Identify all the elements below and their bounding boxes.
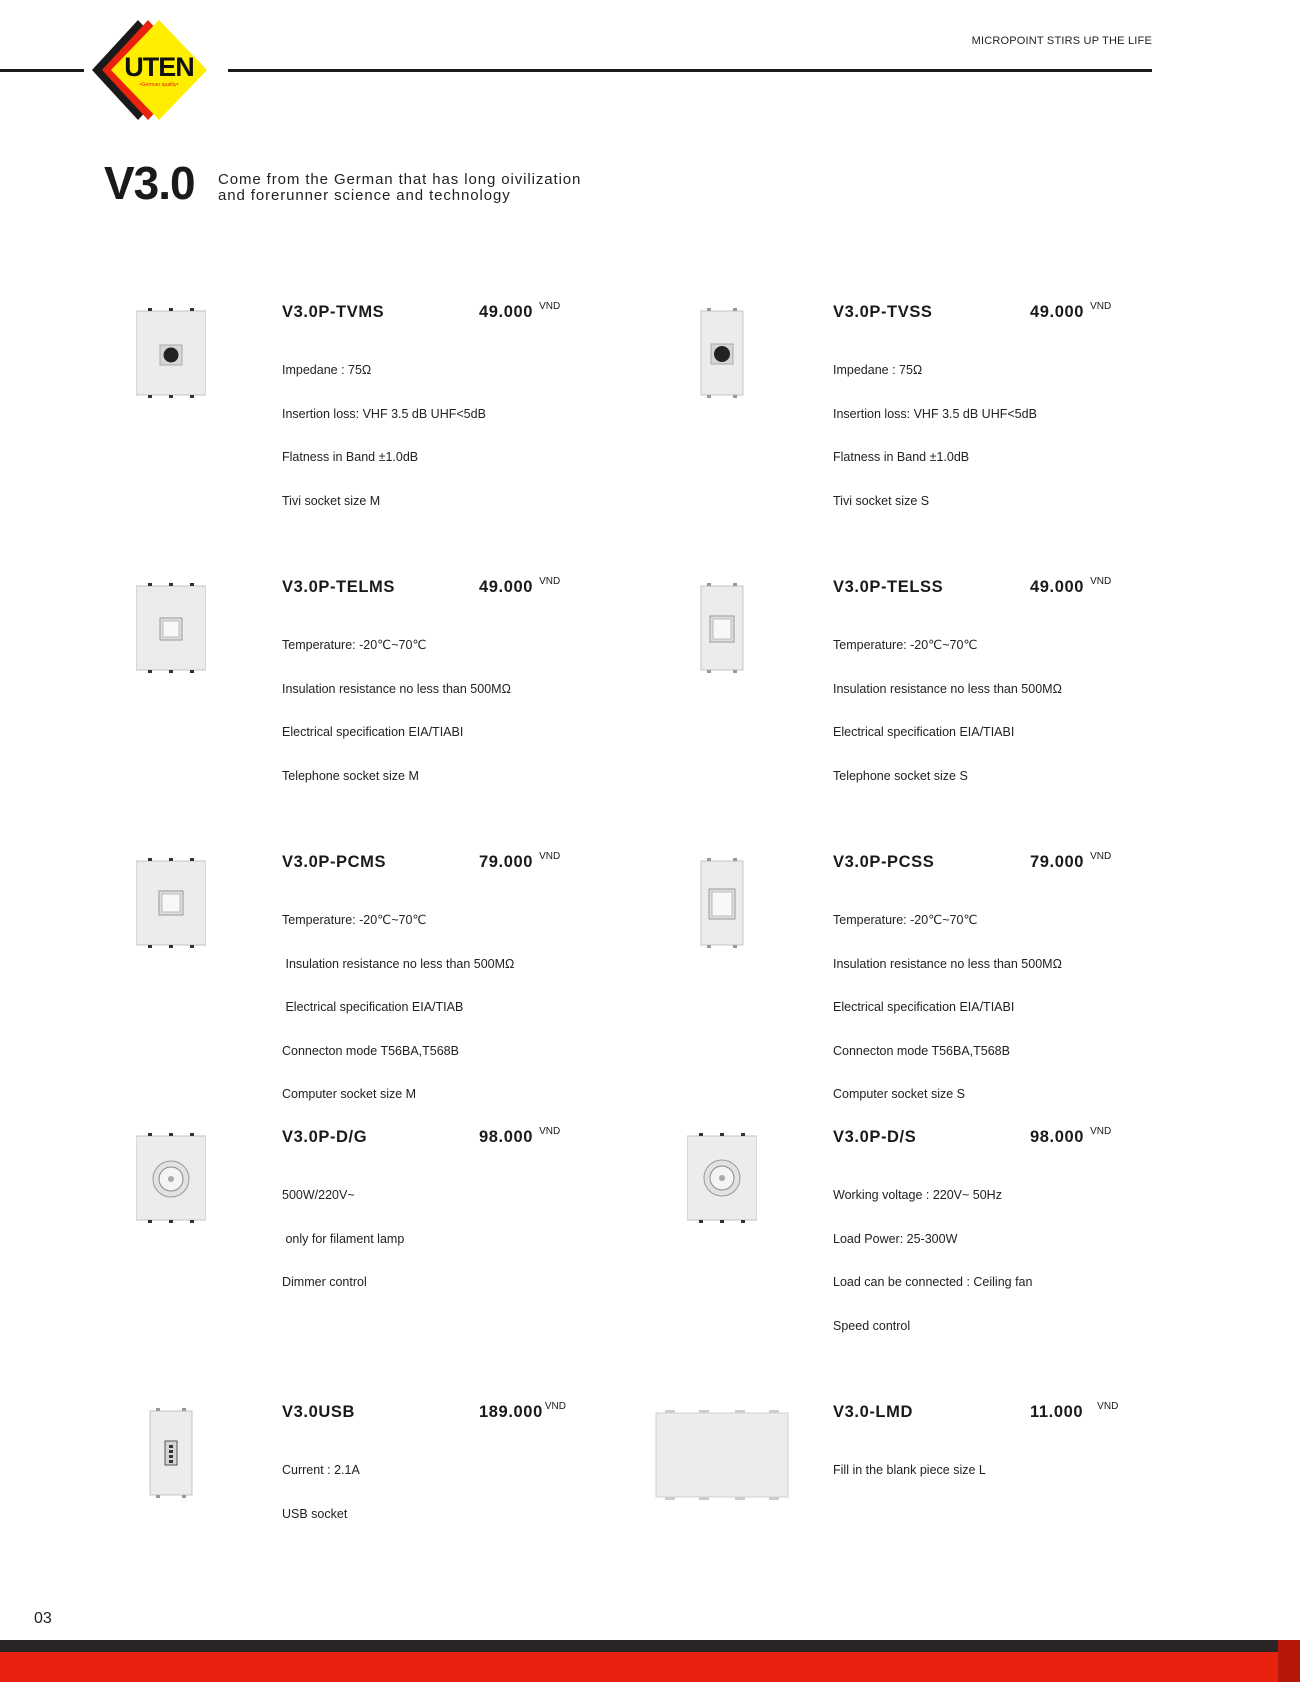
price-value: 11.000	[1030, 1403, 1084, 1421]
price-currency: VND	[1090, 576, 1112, 587]
spec-line: Insertion loss: VHF 3.5 dB UHF<5dB	[833, 406, 1037, 421]
product-code: V3.0P-PCSS	[833, 853, 935, 871]
product-code: V3.0-LMD	[833, 1403, 913, 1421]
product-specs	[282, 609, 511, 812]
price-currency: VND	[1097, 1401, 1119, 1412]
product-price	[479, 1403, 566, 1422]
spec-line: Working voltage : 220V~ 50Hz	[833, 1188, 1002, 1202]
spec-line: Dimmer control	[282, 1275, 367, 1289]
product-card	[673, 576, 1233, 783]
product-specs	[282, 1434, 360, 1550]
dimmer-switch-icon	[136, 1128, 206, 1228]
spec-line: Insulation resistance no less than 500MΩ	[833, 681, 1062, 696]
page-number: 03	[34, 1610, 52, 1627]
spec-line: Temperature: -20℃~70℃	[833, 913, 978, 927]
product-specs	[282, 334, 486, 537]
price-value: 189.000	[479, 1403, 543, 1421]
product-price	[1030, 303, 1111, 322]
price-currency: VND	[539, 851, 561, 862]
price-value: 79.000	[1030, 853, 1085, 871]
product-price	[479, 303, 560, 322]
blank-plate-l-icon	[655, 1403, 789, 1503]
product-specs	[833, 609, 1062, 812]
spec-line: Tivi socket size M	[282, 493, 381, 508]
series-intro-line: and forerunner science and technology	[218, 187, 511, 204]
product-code: V3.0P-TVMS	[282, 303, 385, 321]
spec-line: Insulation resistance no less than 500MΩ	[833, 956, 1062, 971]
product-card	[122, 851, 682, 1101]
spec-line: Fill in the blank piece size L	[833, 1463, 986, 1477]
spec-line: Electrical specification EIA/TIABI	[833, 1000, 1015, 1014]
price-currency: VND	[539, 576, 561, 587]
fan-speed-switch-icon	[687, 1128, 757, 1228]
product-price	[479, 853, 560, 872]
product-card	[122, 576, 682, 783]
product-code: V3.0P-D/S	[833, 1128, 917, 1146]
price-value: 49.000	[479, 303, 534, 321]
series-title: V3.0	[104, 157, 195, 209]
product-specs	[833, 884, 1062, 1131]
product-card	[122, 1403, 682, 1553]
telephone-socket-m-icon	[136, 578, 206, 678]
product-price	[1030, 578, 1111, 597]
logo-wordmark: UTEN	[124, 52, 194, 82]
spec-line: Electrical specification EIA/TIABI	[833, 725, 1015, 739]
spec-line: Electrical specification EIA/TIAB	[282, 1000, 464, 1014]
product-code: V3.0P-TELMS	[282, 578, 395, 596]
product-specs	[833, 334, 1037, 537]
spec-line: Temperature: -20℃~70℃	[282, 638, 427, 652]
spec-line: Load can be connected : Ceiling fan	[833, 1275, 1033, 1289]
header-rule-right	[228, 69, 1152, 72]
price-value: 79.000	[479, 853, 534, 871]
product-price	[1030, 853, 1111, 872]
header-rule-left	[0, 69, 84, 72]
price-currency: VND	[1090, 851, 1112, 862]
spec-line: Telephone socket size M	[282, 768, 419, 783]
spec-line: Insulation resistance no less than 500MΩ	[282, 956, 515, 971]
product-card	[122, 301, 682, 508]
spec-line: Insertion loss: VHF 3.5 dB UHF<5dB	[282, 406, 486, 421]
spec-line: Impedane : 75Ω	[833, 363, 923, 377]
product-code: V3.0P-D/G	[282, 1128, 368, 1146]
tv-socket-s-icon	[699, 303, 745, 403]
spec-line: Temperature: -20℃~70℃	[282, 913, 427, 927]
price-currency: VND	[539, 301, 561, 312]
price-value: 49.000	[1030, 303, 1085, 321]
product-price	[479, 578, 560, 597]
product-specs	[282, 884, 514, 1131]
product-card	[673, 851, 1233, 1101]
product-specs	[833, 1434, 986, 1507]
product-card	[653, 1403, 1213, 1553]
spec-line: Flatness in Band ±1.0dB	[282, 450, 419, 464]
spec-line: Connecton mode T56BA,T568B	[282, 1043, 459, 1058]
computer-socket-s-icon	[699, 853, 745, 953]
series-intro-line: Come from the German that has long oivilization	[218, 171, 582, 188]
tv-socket-m-icon	[136, 303, 206, 403]
product-card	[122, 1126, 682, 1289]
product-code: V3.0P-PCMS	[282, 853, 387, 871]
product-specs	[833, 1159, 1032, 1362]
spec-line: Load Power: 25-300W	[833, 1231, 958, 1246]
price-value: 49.000	[479, 578, 534, 596]
price-currency: VND	[539, 1126, 561, 1137]
product-price	[1030, 1128, 1111, 1147]
spec-line: Current : 2.1A	[282, 1463, 360, 1477]
logo-subtext: •German quality•	[139, 82, 179, 88]
product-code: V3.0P-TELSS	[833, 578, 944, 596]
spec-line: Tivi socket size S	[833, 493, 930, 508]
spec-line: Electrical specification EIA/TIABI	[282, 725, 464, 739]
price-value: 49.000	[1030, 578, 1085, 596]
spec-line: Speed control	[833, 1318, 911, 1333]
footer-band-notch	[1278, 1640, 1300, 1682]
spec-line: Computer socket size M	[282, 1087, 417, 1101]
price-value: 98.000	[479, 1128, 534, 1146]
uten-logo	[88, 18, 216, 122]
computer-socket-m-icon	[136, 853, 206, 953]
spec-line: Temperature: -20℃~70℃	[833, 638, 978, 652]
spec-line: USB socket	[282, 1506, 348, 1521]
spec-line: Flatness in Band ±1.0dB	[833, 450, 970, 464]
product-code: V3.0USB	[282, 1403, 355, 1421]
product-code: V3.0P-TVSS	[833, 303, 933, 321]
spec-line: Computer socket size S	[833, 1087, 965, 1101]
series-intro	[218, 172, 618, 204]
footer-band-dark	[0, 1640, 1300, 1652]
spec-line: only for filament lamp	[282, 1231, 405, 1246]
product-card	[673, 1126, 1233, 1333]
product-price	[1030, 1403, 1118, 1422]
product-price	[479, 1128, 560, 1147]
price-value: 98.000	[1030, 1128, 1085, 1146]
spec-line: Impedane : 75Ω	[282, 363, 372, 377]
telephone-socket-s-icon	[699, 578, 745, 678]
footer-band-red	[0, 1652, 1300, 1682]
price-currency: VND	[544, 1401, 566, 1412]
spec-line: Telephone socket size S	[833, 768, 968, 783]
price-currency: VND	[1090, 301, 1112, 312]
product-card	[673, 301, 1233, 508]
product-specs	[282, 1159, 404, 1319]
header-tagline: MICROPOINT STIRS UP THE LIFE	[971, 35, 1152, 47]
spec-line: 500W/220V~	[282, 1188, 355, 1202]
usb-socket-icon	[148, 1403, 194, 1503]
price-currency: VND	[1090, 1126, 1112, 1137]
spec-line: Connecton mode T56BA,T568B	[833, 1043, 1010, 1058]
spec-line: Insulation resistance no less than 500MΩ	[282, 681, 511, 696]
